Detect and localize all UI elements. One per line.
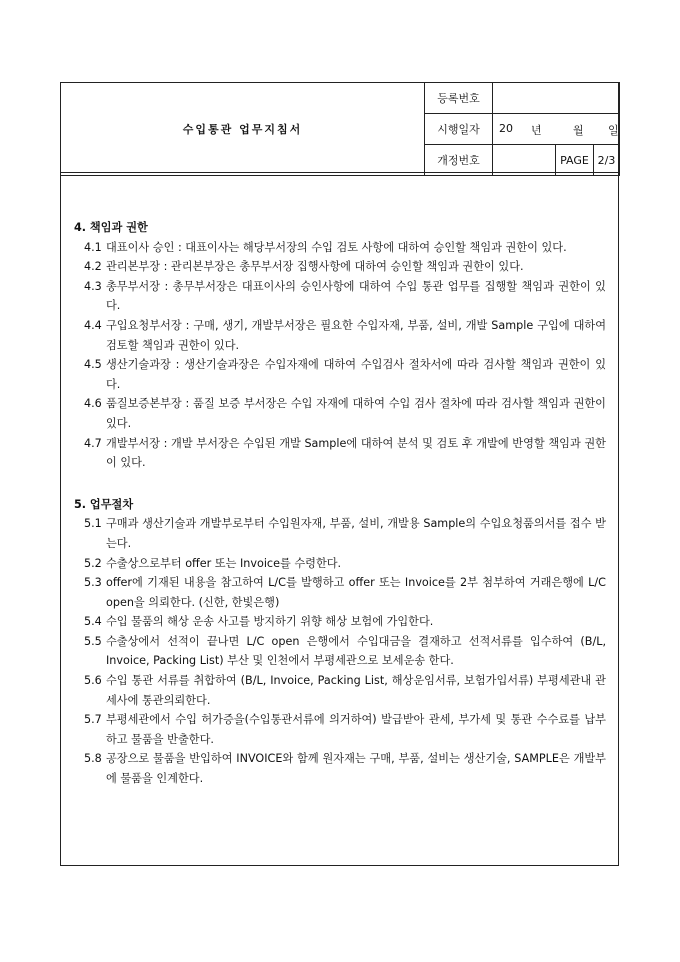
list-item: 5.6 수입 통관 서류를 취합하여 (B/L, Invoice, Packing List, 해상운임서류, 보험가입서류) 부평세관내 관세사에 통관의뢰한다. xyxy=(84,674,606,707)
page-label: PAGE xyxy=(556,145,594,176)
effective-date-value xyxy=(493,114,620,145)
registration-number-label: 등록번호 xyxy=(425,83,493,114)
section5-list xyxy=(74,514,612,788)
header-divider xyxy=(60,172,619,173)
registration-number-value xyxy=(493,83,620,114)
list-item: 4.5 생산기술과장 : 생산기술과장은 수입자재에 대하여 수입검사 절차서에 따라 검사할 책임과 권한이 있다. xyxy=(84,358,606,391)
document-header-table xyxy=(60,82,620,176)
list-item: 4.3 총무부서장 : 총무부서장은 대표이사의 승인사항에 대하여 수입 통관 업무를 집행할 책임과 권한이 있다. xyxy=(84,279,606,313)
list-item: 5.3 offer에 기재된 내용을 참고하여 L/C를 발행하고 offer 또는 Invoice를 2부 첨부하여 거래은행에 L/C open을 의뢰한다. (신한, 한빛은행) xyxy=(84,576,606,609)
section-spacer xyxy=(74,473,612,495)
section-heading-responsibilities: 4. 책임과 권한 xyxy=(74,221,148,234)
section4-list xyxy=(74,238,612,473)
date-year: 20 xyxy=(499,122,513,135)
section-heading-procedure: 5. 업무절차 xyxy=(74,497,134,511)
list-item: 4.6 품질보증본부장 : 품질 보증 부서장은 수입 자재에 대하여 수입 검사 절차에 따라 검사할 책임과 권한이 있다. xyxy=(84,397,606,430)
list-item: 5.5 수출상에서 선적이 끝나면 L/C open 은행에서 수입대금을 결재하고 선적서류를 입수하여 (B/L, Invoice, Packing List) 부산 및 인천에서 부평세관으로 보세운송 한다. xyxy=(84,634,606,668)
list-item: 5.8 공장으로 물품을 반입하여 INVOICE와 함께 원자재는 구매, 부품, 설비는 생산기술, SAMPLE은 개발부에 물품을 인계한다. xyxy=(84,752,606,786)
document-body xyxy=(74,218,612,789)
list-item: 5.4 수입 물품의 해상 운송 사고를 방지하기 위향 해상 보험에 가입한다. xyxy=(84,615,434,629)
date-year-unit: 년 xyxy=(531,124,542,137)
revision-number-value xyxy=(493,145,556,176)
list-item: 5.2 수출상으로부터 offer 또는 Invoice를 수령한다. xyxy=(84,556,342,570)
list-item: 4.1 대표이사 승인 : 대표이사는 해당부서장의 수입 검토 사항에 대하여 승인할 책임과 권한이 있다. xyxy=(84,240,567,254)
revision-number-label: 개정번호 xyxy=(425,145,493,176)
page-number: 2/3 xyxy=(594,145,620,176)
date-day-unit: 일 xyxy=(608,124,619,137)
list-item: 4.7 개발부서장 : 개발 부서장은 수입된 개발 Sample에 대하여 분석 및 검토 후 개발에 반영할 책임과 권한이 있다. xyxy=(84,436,606,470)
document-title: 수입통관 업무지침서 xyxy=(61,83,425,176)
date-month-unit: 월 xyxy=(573,124,584,137)
effective-date-label: 시행일자 xyxy=(425,114,493,145)
list-item: 4.4 구입요청부서장 : 구매, 생기, 개발부서장은 필요한 수입자재, 부품, 설비, 개발 Sample 구입에 대하여 검토할 책임과 권한이 있다. xyxy=(84,318,606,352)
list-item: 5.1 구매과 생산기술과 개발부로부터 수입원자재, 부품, 설비, 개발용 Sample의 수입요청품의서를 접수 받는다. xyxy=(84,517,606,550)
list-item: 5.7 부평세관에서 수입 허가증을(수입통관서류에 의거하여) 발급받아 관세, 부가세 및 통관 수수료를 납부하고 물품을 반출한다. xyxy=(84,713,606,746)
list-item: 4.2 관리본부장 : 관리본부장은 총무부서장 집행사항에 대하여 승인할 책임과 권한이 있다. xyxy=(84,260,524,274)
